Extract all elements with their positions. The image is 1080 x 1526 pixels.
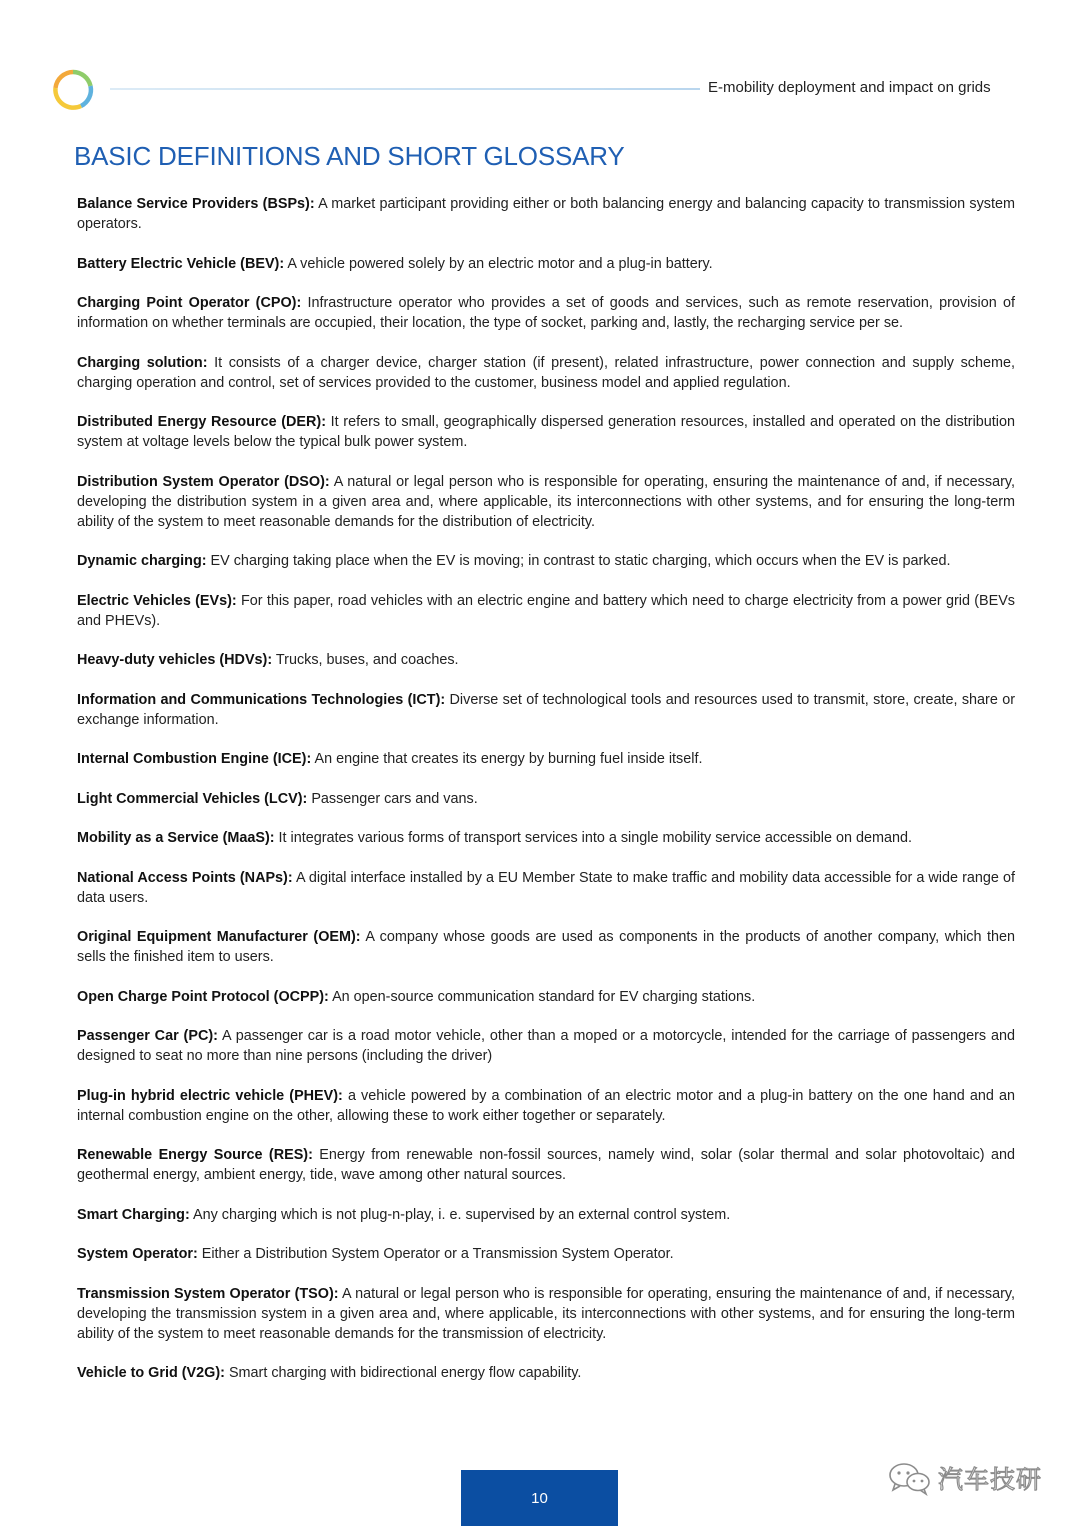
glossary-definition: Trucks, buses, and coaches. bbox=[275, 652, 459, 668]
glossary-entry bbox=[77, 690, 1015, 730]
glossary-term: Original Equipment Manufacturer (OEM): bbox=[77, 929, 361, 945]
glossary-entry bbox=[77, 927, 1015, 967]
glossary-definition: For this paper, road vehicles with an electric engine and battery which need to charge electricity from a power grid (BEVs and PHEVs). bbox=[77, 592, 1015, 629]
glossary-entry bbox=[77, 591, 1015, 631]
glossary-term: Plug-in hybrid electric vehicle (PHEV): bbox=[77, 1087, 343, 1104]
glossary-definition: EV charging taking place when the EV is moving; in contrast to static charging, which occurs when the EV is parked. bbox=[210, 553, 951, 569]
glossary-definition: Smart charging with bidirectional energy flow capability. bbox=[228, 1365, 582, 1381]
watermark bbox=[886, 1460, 1042, 1496]
page-title: BASIC DEFINITIONS AND SHORT GLOSSARY bbox=[74, 141, 625, 171]
glossary-entry bbox=[77, 1026, 1015, 1066]
wechat-icon bbox=[886, 1460, 932, 1496]
glossary-definition: A company whose goods are used as components in the products of another company, which then sells the finished item to users. bbox=[77, 929, 1016, 965]
glossary-entry bbox=[77, 412, 1015, 452]
glossary-entry bbox=[77, 1205, 1015, 1225]
glossary-term: Information and Communications Technologies (ICT): bbox=[77, 691, 446, 708]
glossary-term: Passenger Car (PC): bbox=[77, 1028, 218, 1044]
glossary-entry bbox=[77, 1284, 1015, 1344]
header-title: E-mobility deployment and impact on grids bbox=[708, 79, 991, 96]
glossary-definition: Diverse set of technological tools and resources used to transmit, store, create, share or exchange information. bbox=[77, 691, 1015, 728]
glossary-entry bbox=[77, 828, 1015, 848]
glossary-entry bbox=[77, 472, 1015, 532]
page-number bbox=[461, 1470, 618, 1526]
watermark-text: 汽车技研 bbox=[938, 1465, 1043, 1494]
glossary-term: Distribution System Operator (DSO): bbox=[77, 473, 330, 490]
glossary-term: Renewable Energy Source (RES): bbox=[77, 1147, 313, 1163]
glossary-definition: A natural or legal person who is responsible for operating, ensuring the maintenance of and, if necessary, developing the transmission system in a given area and, where applicable, its interconnections with other systems, and for ensuring the long-term ability of the system to meet reasonable demands for the transmission of electricity. bbox=[77, 1285, 1015, 1342]
glossary-entry bbox=[77, 1145, 1015, 1185]
glossary-definition: It integrates various forms of transport services into a single mobility service accessible on demand. bbox=[278, 830, 913, 846]
header-rule bbox=[110, 88, 700, 90]
glossary-term: Dynamic charging: bbox=[77, 553, 207, 569]
glossary-definition: Passenger cars and vans. bbox=[311, 790, 478, 807]
glossary-term: System Operator: bbox=[77, 1246, 198, 1262]
glossary-entry bbox=[77, 1363, 1015, 1383]
glossary-entry bbox=[77, 194, 1015, 234]
glossary-term: Internal Combustion Engine (ICE): bbox=[77, 751, 312, 767]
glossary-term: Vehicle to Grid (V2G): bbox=[77, 1365, 225, 1381]
glossary-definition: Either a Distribution System Operator or a Transmission System Operator. bbox=[201, 1246, 674, 1262]
glossary-definition: A natural or legal person who is responsible for operating, ensuring the maintenance of and, if necessary, developing the distribution system in a given area and, where applicable, its interconnections with other systems, and for ensuring the long-term ability of the system to meet reasonable demands for the distribution of electricity. bbox=[77, 473, 1015, 530]
glossary-entry bbox=[77, 650, 1015, 670]
glossary-entry bbox=[77, 868, 1015, 908]
glossary-term: Heavy-duty vehicles (HDVs): bbox=[77, 652, 273, 668]
glossary-entry bbox=[77, 1244, 1015, 1264]
glossary-term: Charging Point Operator (CPO): bbox=[77, 295, 302, 311]
glossary-definition: A vehicle powered solely by an electric motor and a plug-in battery. bbox=[287, 255, 713, 272]
glossary-term: National Access Points (NAPs): bbox=[77, 869, 293, 886]
glossary-term: Balance Service Providers (BSPs): bbox=[77, 196, 315, 212]
glossary-definition: An engine that creates its energy by burning fuel inside itself. bbox=[314, 751, 703, 767]
glossary-entry bbox=[77, 353, 1015, 393]
glossary-term: Battery Electric Vehicle (BEV): bbox=[77, 255, 285, 272]
glossary-term: Light Commercial Vehicles (LCV): bbox=[77, 790, 308, 807]
glossary-definition: A digital interface installed by a EU Member State to make traffic and mobility data accessible for a wide range of data users. bbox=[77, 869, 1015, 906]
glossary-definition: It consists of a charger device, charger station (if present), related infrastructure, power connection and supply scheme, charging operation and control, set of services provided to the customer, business model and applied regulation. bbox=[77, 354, 1015, 391]
glossary-entry bbox=[77, 749, 1015, 769]
glossary-term: Distributed Energy Resource (DER): bbox=[77, 414, 327, 430]
glossary-list bbox=[77, 194, 1015, 1403]
glossary-definition: A passenger car is a road motor vehicle, other than a moped or a motorcycle, intended for the carriage of passengers and designed to seat no more than nine persons (including the driver) bbox=[77, 1028, 1015, 1064]
glossary-entry bbox=[77, 254, 1015, 274]
glossary-entry bbox=[77, 293, 1015, 333]
glossary-entry bbox=[77, 789, 1015, 809]
glossary-definition: It refers to small, geographically dispersed generation resources, installed and operated on the distribution system at voltage levels below the typical bulk power system. bbox=[77, 414, 1016, 450]
glossary-definition: Infrastructure operator who provides a set of goods and services, such as remote reservation, provision of information on whether terminals are occupied, their location, the type of socket, parking and, lastly, the recharging service per se. bbox=[77, 295, 1015, 331]
glossary-term: Electric Vehicles (EVs): bbox=[77, 592, 237, 609]
glossary-term: Smart Charging: bbox=[77, 1206, 190, 1223]
glossary-term: Open Charge Point Protocol (OCPP): bbox=[77, 988, 329, 1005]
glossary-definition: a vehicle powered by a combination of an electric motor and a plug-in battery on the one hand and an internal combustion engine on the other, allowing these to work either together or separately. bbox=[77, 1087, 1015, 1124]
glossary-entry bbox=[77, 1086, 1015, 1126]
glossary-entry bbox=[77, 987, 1015, 1007]
ring-logo-icon bbox=[51, 68, 95, 112]
glossary-definition: An open-source communication standard for EV charging stations. bbox=[332, 988, 756, 1005]
glossary-term: Charging solution: bbox=[77, 354, 208, 371]
glossary-definition: A market participant providing either or both balancing energy and balancing capacity to transmission system operators. bbox=[77, 196, 1015, 232]
glossary-term: Transmission System Operator (TSO): bbox=[77, 1285, 339, 1302]
glossary-definition: Energy from renewable non-fossil sources, namely wind, solar (solar thermal and solar photovoltaic) and geothermal energy, ambient energy, tide, wave among other natural sources. bbox=[77, 1147, 1015, 1183]
glossary-term: Mobility as a Service (MaaS): bbox=[77, 830, 275, 846]
glossary-definition: Any charging which is not plug-n-play, i. e. supervised by an external control system. bbox=[192, 1206, 731, 1223]
page-number-label: 10 bbox=[531, 1489, 548, 1507]
glossary-entry bbox=[77, 551, 1015, 571]
